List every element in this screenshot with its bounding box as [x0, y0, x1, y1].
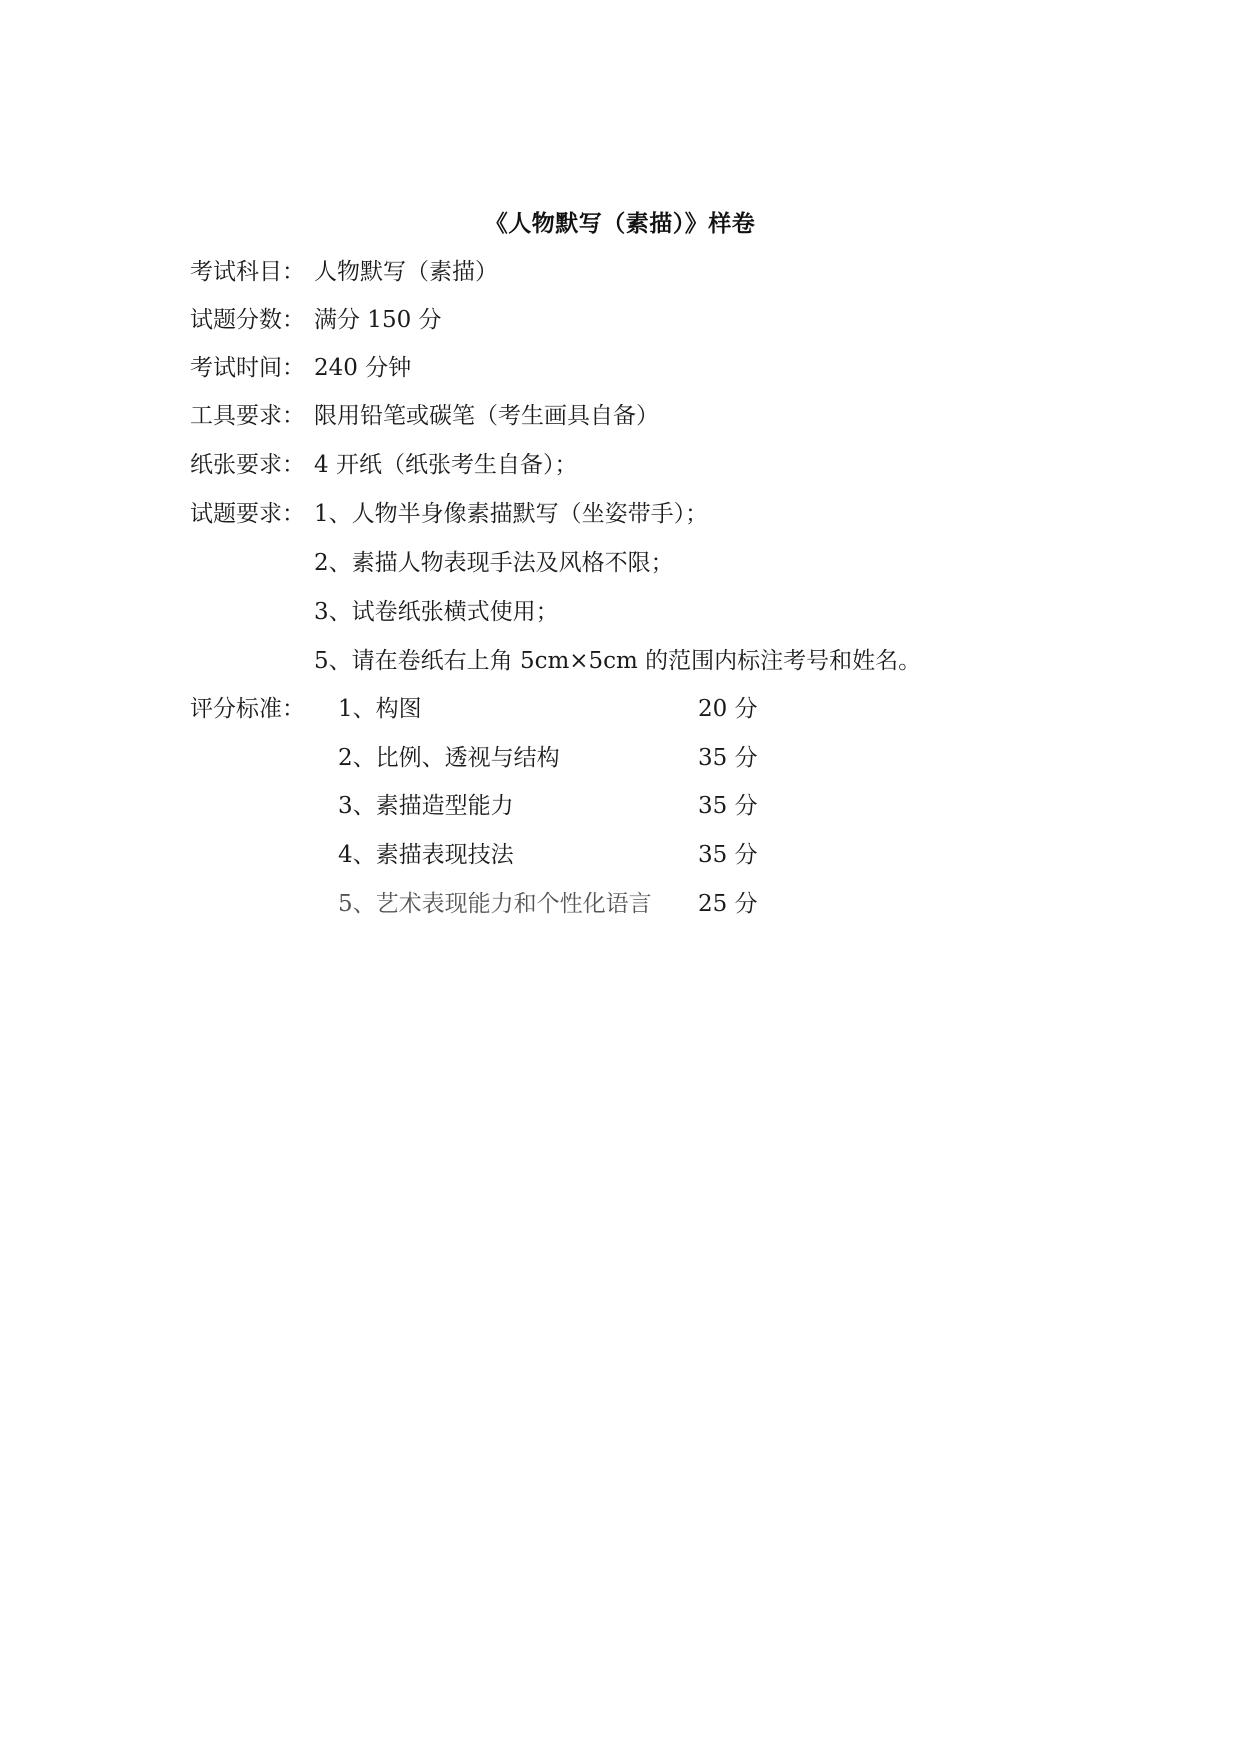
grading-label: 评分标准：: [190, 696, 305, 722]
field-requirements: [190, 499, 708, 529]
criterion-score: 35 分: [698, 793, 758, 819]
criterion-score: 35 分: [698, 842, 758, 868]
criterion-score: 25 分: [698, 891, 758, 917]
criterion-name: 2、比例、透视与结构: [338, 745, 560, 771]
field-label: 试题分数：: [190, 307, 305, 333]
field-value: 限用铅笔或碳笔（考生画具自备）: [314, 403, 659, 429]
field-label: 考试科目：: [190, 259, 305, 285]
criterion-name: 4、素描表现技法: [338, 842, 514, 868]
criterion-name: 3、素描造型能力: [338, 793, 514, 819]
criterion-score: 20 分: [698, 696, 758, 722]
field-time: [190, 353, 411, 383]
field-value: 满分 150 分: [314, 307, 442, 333]
field-tools: [190, 401, 659, 431]
field-subject: [190, 257, 498, 287]
field-paper: [190, 450, 577, 480]
criterion-name: 5、艺术表现能力和个性化语言: [338, 891, 652, 917]
field-label: 纸张要求：: [190, 452, 305, 478]
requirement-item: 2、素描人物表现手法及风格不限；: [314, 550, 674, 576]
field-label: 试题要求：: [190, 501, 305, 527]
field-value: 240 分钟: [314, 355, 412, 381]
field-score: [190, 305, 442, 335]
field-label: 考试时间：: [190, 355, 305, 381]
field-value: 人物默写（素描）: [314, 259, 498, 285]
requirement-item: 3、试卷纸张横式使用；: [314, 599, 559, 625]
criterion-score: 35 分: [698, 745, 758, 771]
field-label: 工具要求：: [190, 403, 305, 429]
criterion-name: 1、构图: [338, 696, 422, 722]
field-value: 1、人物半身像素描默写（坐姿带手）；: [314, 501, 709, 527]
field-value: 4 开纸（纸张考生自备）；: [314, 452, 578, 478]
document-title: 《人物默写（素描）》样卷: [484, 211, 756, 237]
requirement-item: 5、请在卷纸右上角 5cm×5cm 的范围内标注考号和姓名。: [314, 648, 922, 674]
